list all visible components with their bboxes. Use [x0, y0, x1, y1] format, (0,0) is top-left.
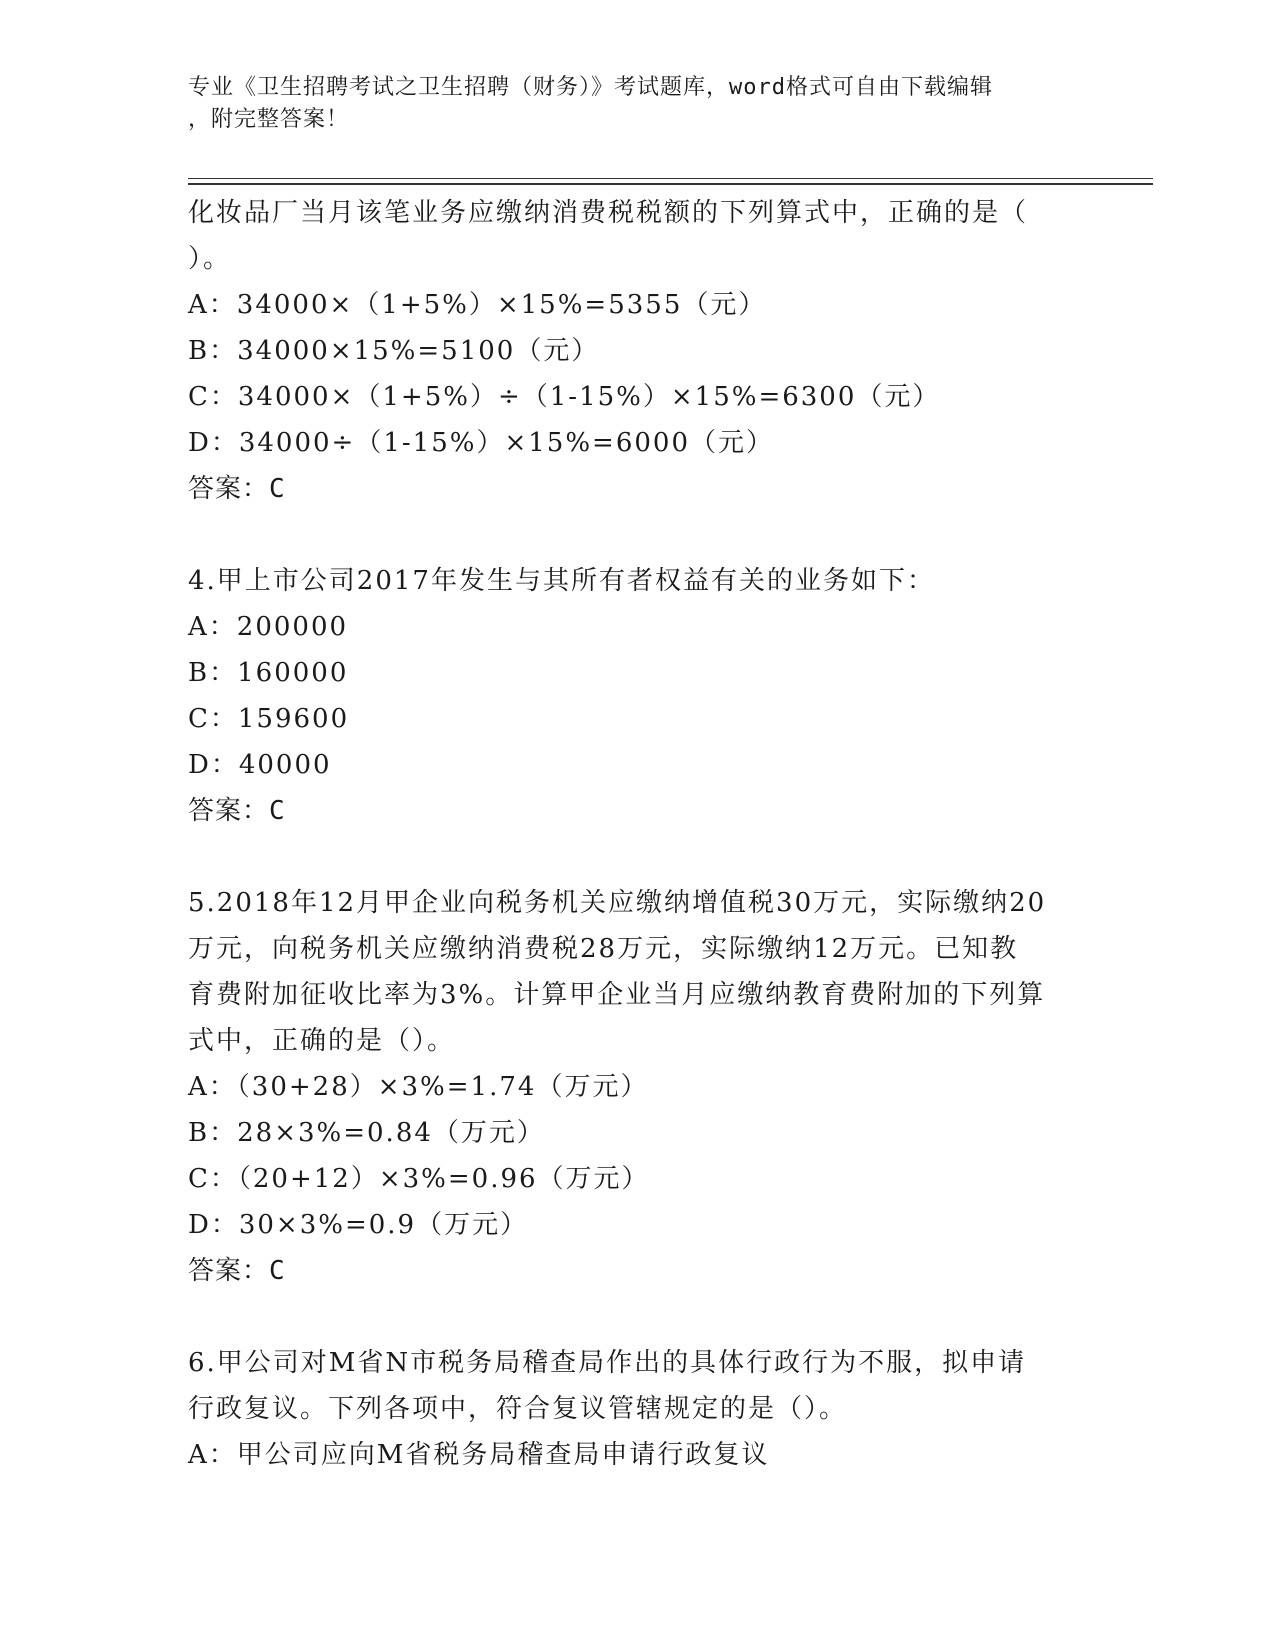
question-4-option-a: A：200000 [188, 612, 349, 642]
question-3-option-c: C：34000×（1+5%）÷（1-15%）×15%=6300（元） [188, 382, 941, 412]
question-4-option-c: C：159600 [188, 704, 350, 734]
spacer [188, 512, 1088, 558]
question-3-option-a: A：34000×（1+5%）×15%=5355（元） [188, 290, 767, 320]
question-4-option-b: B：160000 [188, 658, 349, 688]
question-5-text-1: 5.2018年12月甲企业向税务机关应缴纳增值税30万元，实际缴纳20 [188, 888, 1047, 918]
question-5 [188, 880, 1088, 1294]
question-3-option-d: D：34000÷（1-15%）×15%=6000（元） [188, 428, 774, 458]
document-header [188, 72, 1068, 136]
header-line-1: 专业《卫生招聘考试之卫生招聘（财务）》考试题库，word格式可自由下载编辑 [188, 75, 993, 100]
question-4-text-1: 4.甲上市公司2017年发生与其所有者权益有关的业务如下： [188, 566, 935, 596]
question-6-text-2: 行政复议。下列各项中，符合复议管辖规定的是（）。 [188, 1394, 848, 1424]
question-5-option-b: B：28×3%=0.84（万元） [188, 1118, 545, 1148]
question-6-text-1: 6.甲公司对M省N市税务局稽查局作出的具体行政行为不服，拟申请 [188, 1348, 1027, 1378]
question-5-option-a: A：（30+28）×3%=1.74（万元） [188, 1072, 649, 1102]
question-4 [188, 558, 1088, 834]
spacer [188, 1294, 1088, 1340]
question-3-text-2: ）。 [188, 244, 232, 274]
question-5-text-3: 育费附加征收比率为3%。计算甲企业当月应缴纳教育费附加的下列算 [188, 980, 1046, 1010]
question-5-text-2: 万元，向税务机关应缴纳消费税28万元，实际缴纳12万元。已知教 [188, 934, 1019, 964]
question-3-text-1: 化妆品厂当月该笔业务应缴纳消费税税额的下列算式中，正确的是（ [188, 198, 1029, 228]
question-4-option-d: D：40000 [188, 750, 332, 780]
question-6-option-a: A：甲公司应向M省税务局稽查局申请行政复议 [188, 1440, 770, 1470]
question-6 [188, 1340, 1088, 1478]
question-5-text-4: 式中，正确的是（）。 [188, 1026, 456, 1056]
question-5-option-d: D：30×3%=0.9（万元） [188, 1210, 529, 1240]
spacer [188, 834, 1088, 880]
question-3-answer: 答案：C [188, 474, 286, 504]
question-3-option-b: B：34000×15%=5100（元） [188, 336, 600, 366]
header-rule-thin [188, 178, 1153, 179]
question-4-answer: 答案：C [188, 796, 286, 826]
header-rule-thick [188, 183, 1153, 185]
document-body [188, 190, 1088, 1478]
question-5-option-c: C：（20+12）×3%=0.96（万元） [188, 1164, 650, 1194]
question-3 [188, 190, 1088, 512]
header-line-2: ，附完整答案！ [188, 107, 350, 132]
question-5-answer: 答案：C [188, 1256, 286, 1286]
